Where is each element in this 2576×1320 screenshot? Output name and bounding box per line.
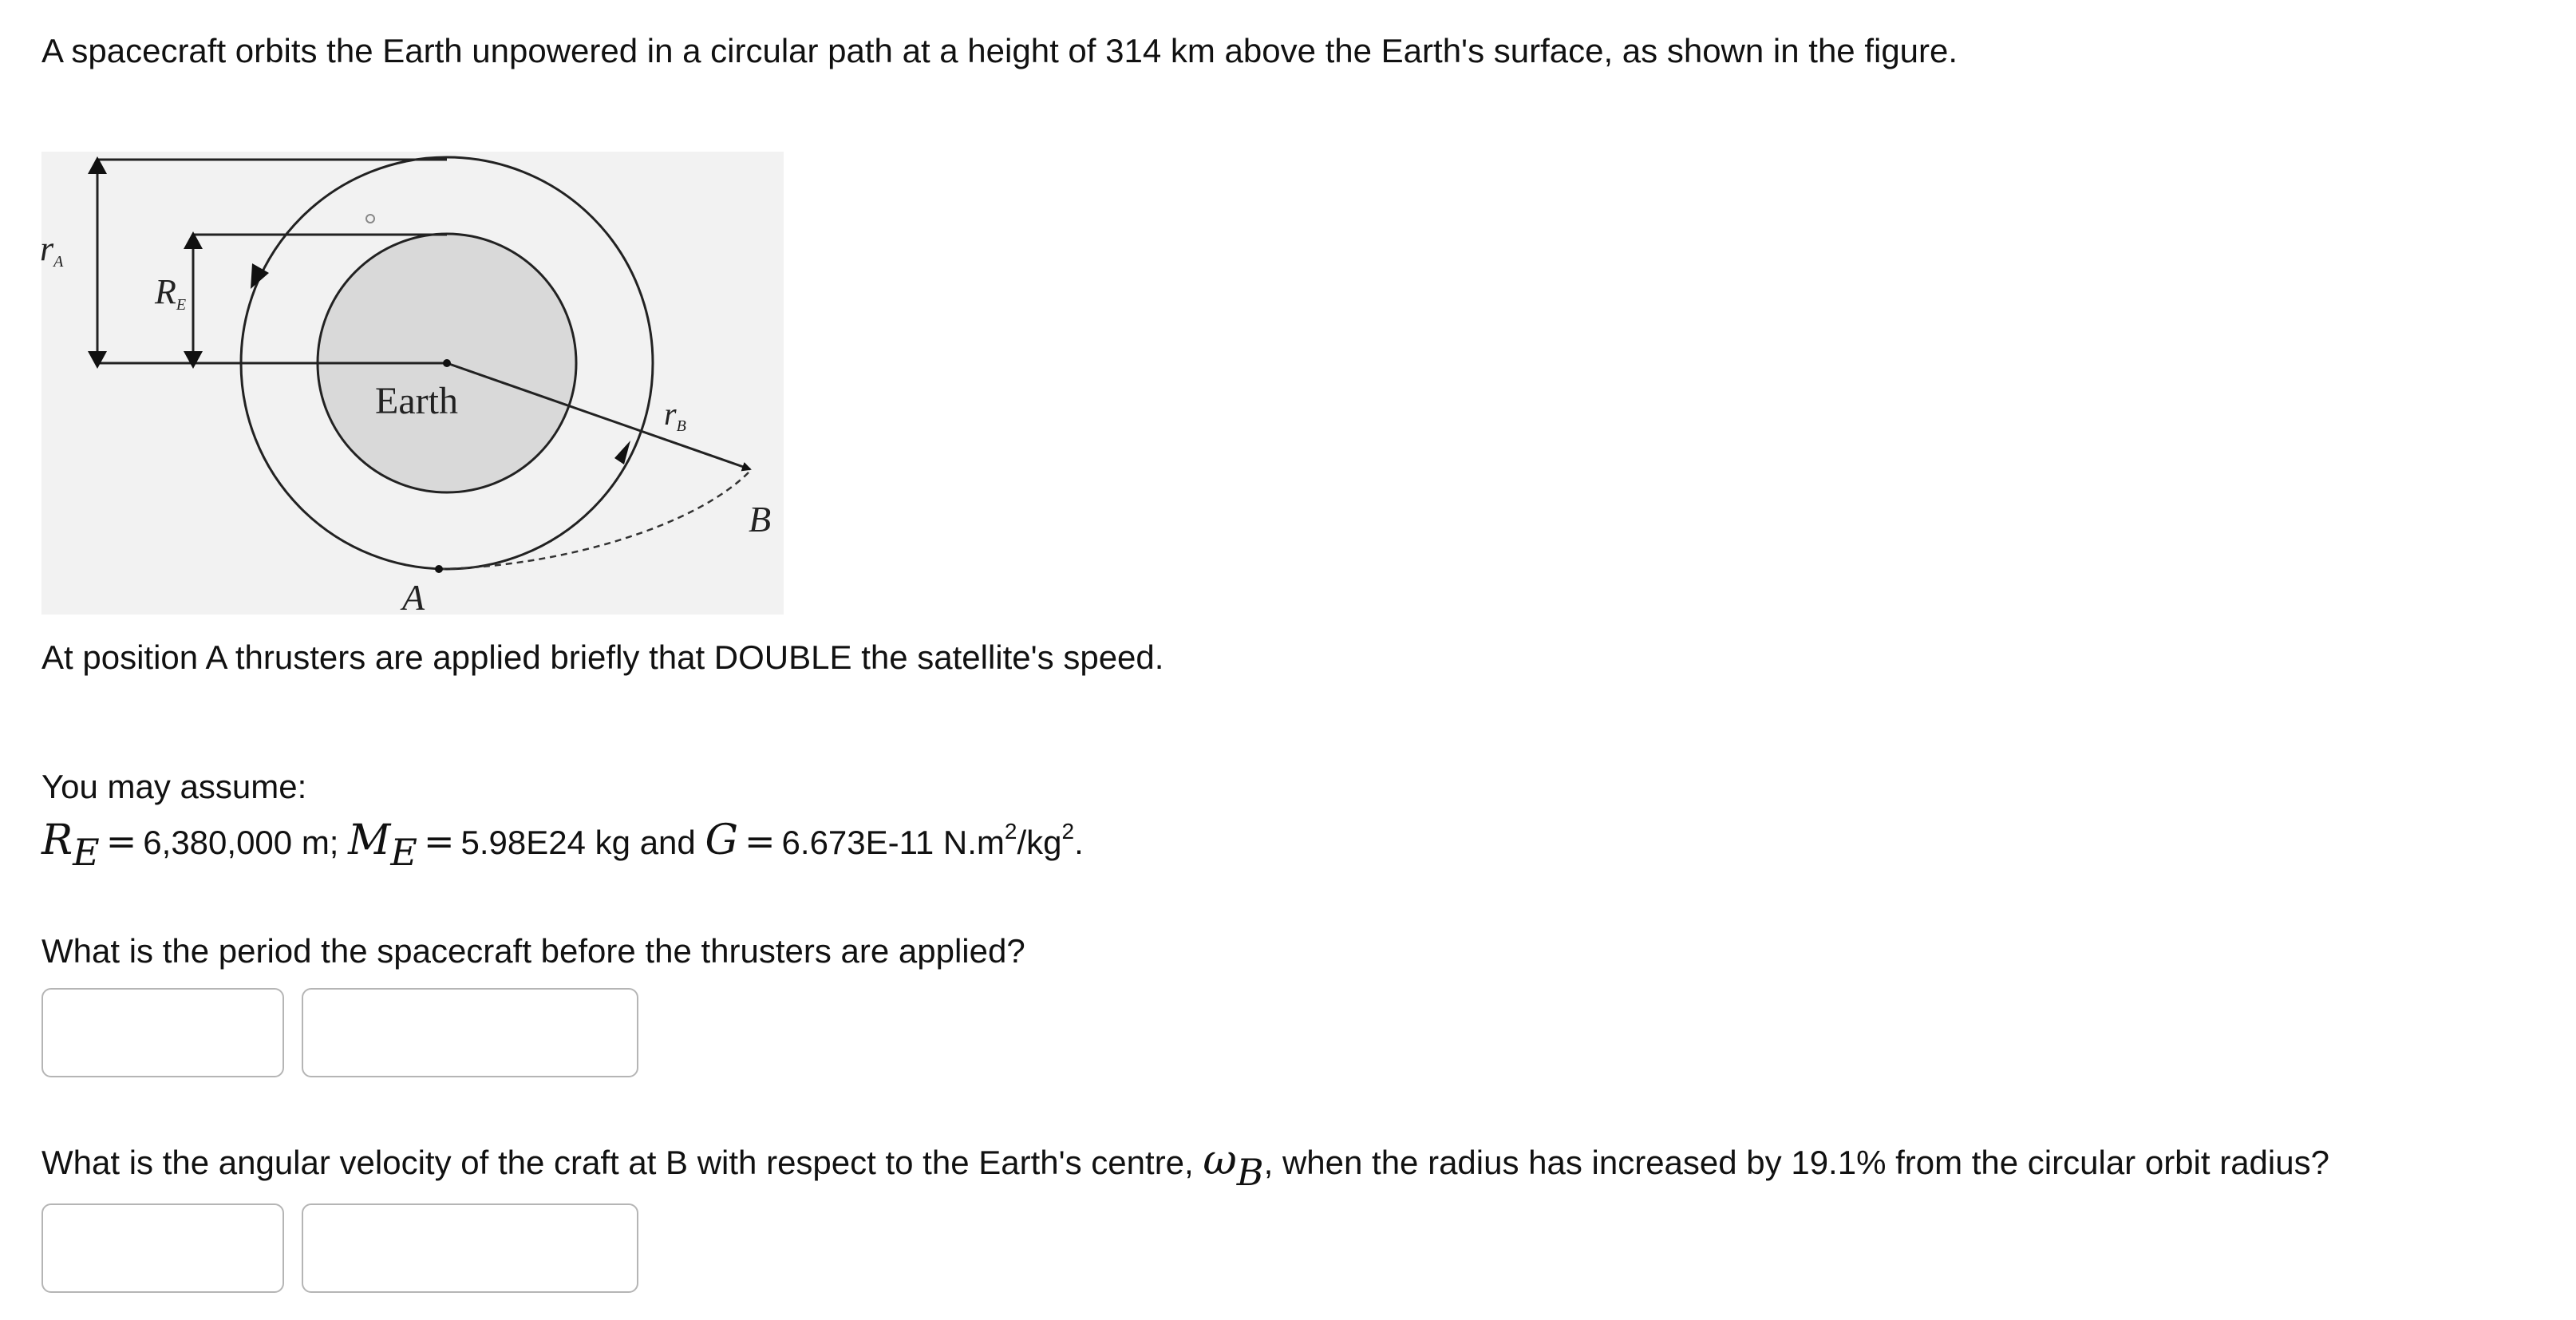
g-per-kg: /kg: [1017, 824, 1062, 861]
omega-subscript: B: [1236, 1151, 1264, 1194]
equals-sign: =: [105, 820, 137, 863]
answer-2-units-input[interactable]: [302, 1203, 638, 1293]
g-symbol: G: [705, 816, 738, 864]
omega-symbol: ω: [1203, 1136, 1237, 1184]
re-subscript: E: [73, 831, 100, 874]
question-intro: A spacecraft orbits the Earth unpowered in a circular path at a height of 314 km above the Earth's surface, as shown in the figure.: [41, 32, 1958, 69]
question-2-text-after: , when the radius has increased by 19.1% from the circular orbit radius?: [1263, 1144, 2329, 1181]
thruster-statement: At position A thrusters are applied briefly that DOUBLE the satellite's speed.: [41, 638, 1164, 676]
label-rb: $r_B$: [664, 396, 686, 435]
assume-label: You may assume:: [41, 768, 307, 805]
question-1: What is the period the spacecraft before the thrusters are applied?: [41, 932, 1025, 970]
re-symbol: R: [41, 816, 73, 864]
label-a: A: [402, 577, 425, 618]
me-subscript: E: [390, 831, 417, 874]
label-ra: rA: [40, 229, 64, 271]
g-period: .: [1074, 824, 1084, 861]
label-earth: Earth: [375, 380, 458, 422]
label-b: B: [749, 499, 772, 539]
earth-center-dot: [443, 359, 451, 367]
answer-1-value-input[interactable]: [41, 988, 284, 1077]
me-symbol: M: [348, 816, 391, 864]
answer-2-value-input[interactable]: [41, 1203, 284, 1293]
me-value: 5.98E24 kg and: [460, 824, 696, 861]
equals-sign: =: [423, 820, 455, 863]
answer-1-units-input[interactable]: [302, 988, 638, 1077]
equals-sign: =: [745, 820, 776, 863]
re-value: 6,380,000 m;: [143, 824, 339, 861]
assumptions-line: [41, 814, 1084, 874]
question-2-text-before: What is the angular velocity of the craft at B with respect to the Earth's centre,: [41, 1144, 1194, 1181]
orbit-figure: [40, 152, 784, 618]
g-superscript-1: 2: [1004, 819, 1017, 844]
g-superscript-2: 2: [1061, 819, 1075, 844]
point-a-dot: [435, 565, 443, 573]
g-value: 6.673E-11 N.m: [781, 824, 1005, 861]
label-re: RE: [155, 272, 187, 314]
question-2: [41, 1136, 2329, 1194]
